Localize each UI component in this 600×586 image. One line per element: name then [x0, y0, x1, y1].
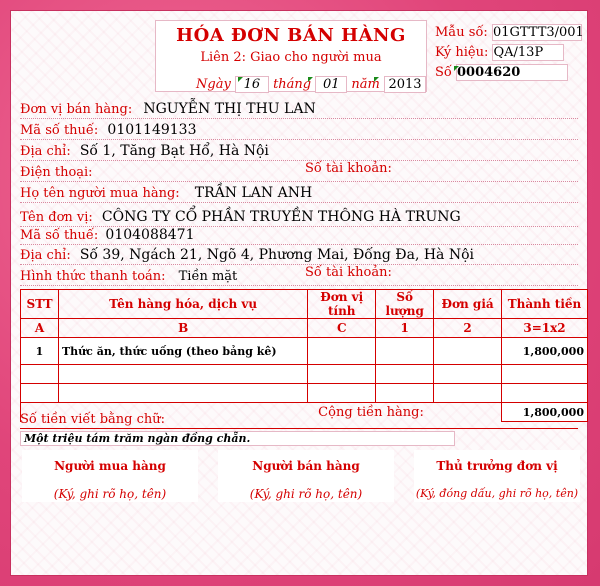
- date-month-label: tháng: [273, 77, 312, 92]
- signature-title: Người bán hàng: [252, 459, 360, 473]
- invoice-body: [10, 10, 588, 576]
- seller-unit-row: [20, 98, 578, 119]
- seller-unit-value[interactable]: NGUYỄN THỊ THU LAN: [143, 101, 316, 117]
- buyer-unit-value[interactable]: CÔNG TY CỔ PHẦN TRUYỀN THÔNG HÀ TRUNG: [101, 209, 461, 225]
- date-month[interactable]: 01: [315, 76, 347, 93]
- col-code: 1: [376, 319, 434, 338]
- date-day-label: Ngày: [196, 77, 231, 92]
- items-table: [20, 289, 588, 422]
- seller-account-label: Số tài khoản:: [305, 161, 392, 176]
- signature-note: (Ký, ghi rõ họ, tên): [249, 487, 363, 501]
- signature-seller: [218, 450, 394, 502]
- invoice-copy: Liên 2: Giao cho người mua: [200, 50, 382, 65]
- words-value[interactable]: Một triệu tám trăm ngàn đồng chẵn.: [20, 431, 455, 446]
- col-header: Số lượng: [376, 290, 434, 319]
- number-label: Số: [435, 65, 452, 80]
- form-value[interactable]: 01GTTT3/001: [492, 25, 584, 40]
- col-code: B: [58, 319, 307, 338]
- buyer-name-label: Họ tên người mua hàng:: [20, 186, 180, 201]
- seller-address-label: Địa chỉ:: [20, 144, 71, 159]
- seller-phone-row: [20, 161, 578, 182]
- buyer-address-row: [20, 244, 578, 265]
- signature-note: (Ký, đóng dấu, ghi rõ họ, tên): [415, 487, 579, 500]
- col-code: A: [21, 319, 59, 338]
- col-header: STT: [21, 290, 59, 319]
- buyer-address-value[interactable]: Số 39, Ngách 21, Ngõ 4, Phương Mai, Đống Đa, Hà Nội: [79, 247, 475, 263]
- buyer-payment-label: Hình thức thanh toán:: [20, 269, 166, 284]
- col-header: Thành tiền: [502, 290, 588, 319]
- col-code: C: [308, 319, 376, 338]
- col-code: 2: [434, 319, 502, 338]
- col-code: 3=1x2: [502, 319, 588, 338]
- table-code-row: [21, 319, 588, 338]
- buyer-section: [20, 206, 588, 286]
- meta-block: [435, 24, 585, 84]
- buyer-address-label: Địa chỉ:: [20, 248, 71, 263]
- total-value[interactable]: 1,800,000: [502, 403, 588, 422]
- seller-tax-label: Mã số thuế:: [20, 123, 99, 138]
- col-header: Đơn vị tính: [308, 290, 376, 319]
- buyer-tax-label: Mã số thuế:: [20, 228, 99, 243]
- table-row[interactable]: [21, 365, 588, 384]
- buyer-name-row: [20, 182, 578, 203]
- cell-marker-icon: [454, 66, 459, 71]
- invoice-title: HÓA ĐƠN BÁN HÀNG: [176, 25, 406, 46]
- buyer-account-label: Số tài khoản:: [305, 265, 392, 280]
- seller-unit-label: Đơn vị bán hàng:: [20, 102, 133, 117]
- buyer-payment-row: [20, 265, 578, 286]
- cell-price[interactable]: [434, 338, 502, 365]
- buyer-name-value[interactable]: TRẦN LAN ANH: [194, 185, 313, 201]
- cell-item[interactable]: Thức ăn, thức uống (theo bảng kê): [58, 338, 307, 365]
- buyer-tax-row: [20, 224, 578, 245]
- buyer-unit-label: Tên đơn vị:: [20, 210, 93, 225]
- seller-section: [20, 98, 588, 188]
- title-block: [155, 20, 427, 92]
- symbol-value[interactable]: QA/13P: [492, 44, 564, 61]
- col-header: Tên hàng hóa, dịch vụ: [58, 290, 307, 319]
- seller-address-value[interactable]: Số 1, Tăng Bạt Hổ, Hà Nội: [79, 143, 269, 159]
- cell-amount[interactable]: 1,800,000: [502, 338, 588, 365]
- signature-director: [414, 450, 580, 502]
- words-label: Số tiền viết bằng chữ:: [20, 412, 166, 427]
- buyer-payment-value[interactable]: Tiền mặt: [178, 269, 238, 284]
- col-header: Đơn giá: [434, 290, 502, 319]
- signature-buyer: [22, 450, 198, 502]
- seller-address-row: [20, 140, 578, 161]
- signature-title: Người mua hàng: [54, 459, 166, 473]
- cell-marker-icon: [238, 77, 243, 82]
- buyer-tax-value[interactable]: 0104088471: [105, 227, 195, 243]
- table-row[interactable]: [21, 384, 588, 403]
- date-day[interactable]: 16: [235, 76, 269, 93]
- table-row[interactable]: [21, 338, 588, 365]
- cell-unit[interactable]: [308, 338, 376, 365]
- seller-tax-value[interactable]: 0101149133: [107, 122, 197, 138]
- signature-note: (Ký, ghi rõ họ, tên): [53, 487, 167, 501]
- form-label: Mẫu số:: [435, 25, 488, 40]
- seller-tax-row: [20, 119, 578, 140]
- cell-stt[interactable]: 1: [21, 338, 59, 365]
- cell-qty[interactable]: [376, 338, 434, 365]
- words-row: [20, 408, 578, 445]
- number-value[interactable]: 0004620: [456, 64, 568, 81]
- date-year-label: năm: [351, 77, 380, 92]
- seller-phone-label: Điện thoại:: [20, 165, 93, 180]
- table-header-row: [21, 290, 588, 319]
- date-year[interactable]: 2013: [384, 76, 426, 93]
- cell-marker-icon: [308, 77, 313, 82]
- signature-title: Thủ trưởng đơn vị: [436, 459, 558, 473]
- cell-marker-icon: [374, 77, 379, 82]
- total-label: Cộng tiền hàng:: [318, 404, 424, 420]
- symbol-label: Ký hiệu:: [435, 45, 489, 60]
